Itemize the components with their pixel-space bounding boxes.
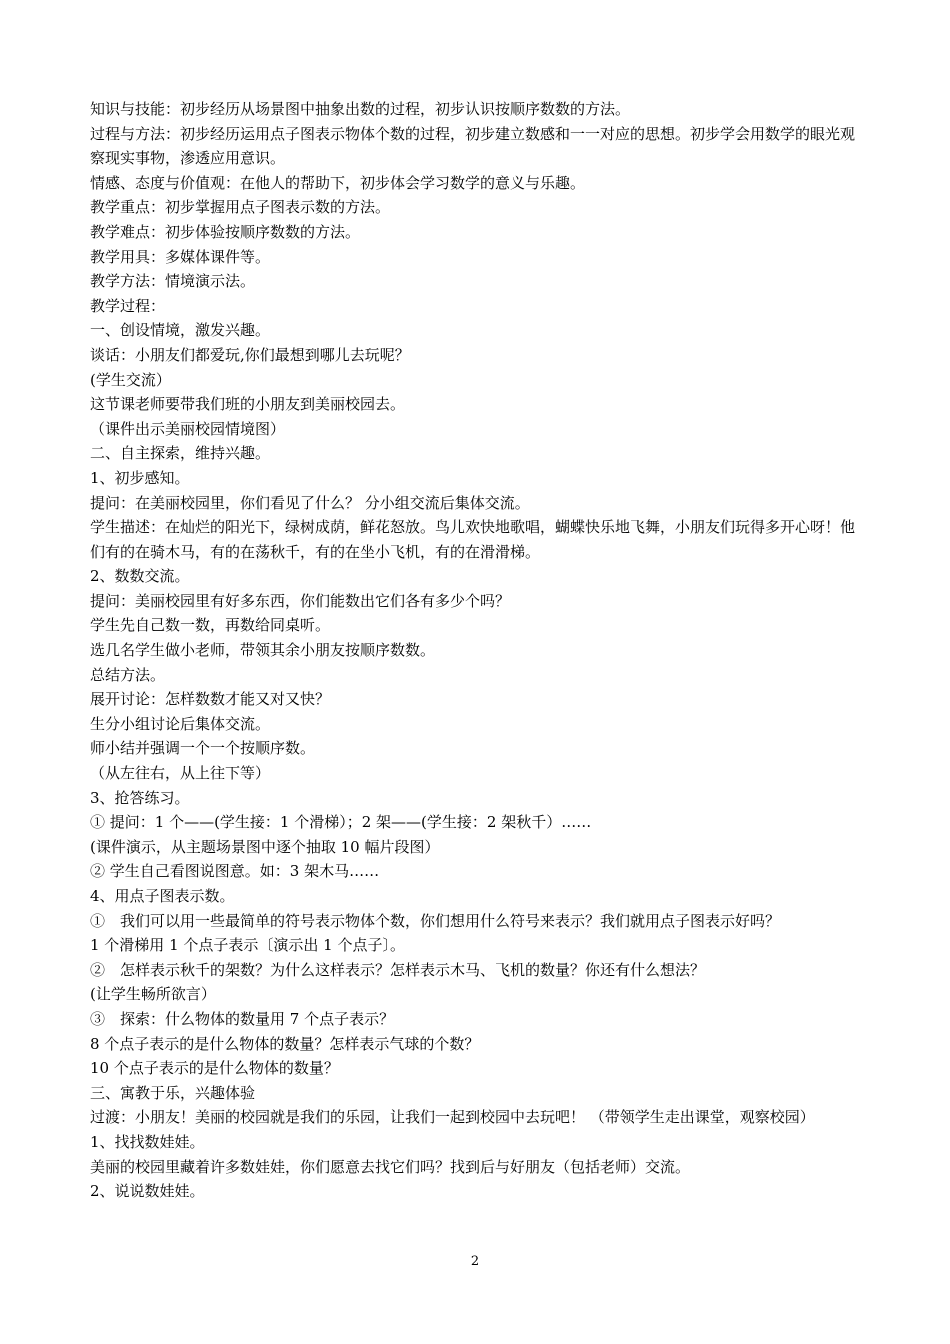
section-heading-2: 二、自主探索，维持兴趣。	[90, 444, 271, 463]
paragraph-one-slide: 1 个滑梯用 1 个点子表示〔演示出 1 个点子〕。	[90, 936, 405, 955]
section-heading-1: 一、创设情境，激发兴趣。	[90, 321, 271, 340]
paragraph-teaching-process: 教学过程：	[90, 296, 166, 315]
page-number: 2	[470, 1254, 480, 1269]
subheading-say-numbers: 2、说说数娃娃。	[90, 1182, 205, 1201]
subheading-find-numbers: 1、找找数娃娃。	[90, 1132, 205, 1151]
list-item-symbol: ① 我们可以用一些最简单的符号表示物体个数，你们想用什么符号来表示？我们就用点子图表示好吗？	[90, 911, 781, 930]
subheading-quick-answer: 3、抢答练习。	[90, 788, 190, 807]
paragraph-order-note: （从左往右，从上往下等）	[90, 764, 271, 783]
paragraph-emotion-attitude: 情感、态度与价值观：在他人的帮助下，初步体会学习数学的意义与乐趣。	[90, 173, 586, 192]
paragraph-transition: 过渡：小朋友！美丽的校园就是我们的乐园，让我们一起到校园中去玩吧！ （带领学生走出课堂，观察校园）	[90, 1108, 815, 1127]
paragraph-hidden-numbers: 美丽的校园里藏着许多数娃娃，你们愿意去找它们吗？找到后与好朋友（包括老师）交流。	[90, 1157, 691, 1176]
paragraph-teaching-focus: 教学重点：初步掌握用点子图表示数的方法。	[90, 198, 391, 217]
list-item-explore: ③ 探索：什么物体的数量用 7 个点子表示？	[90, 1009, 395, 1028]
paragraph-summary-method: 总结方法。	[90, 665, 166, 684]
paragraph-teaching-method: 教学方法：情境演示法。	[90, 272, 256, 291]
subheading-dot-diagram: 4、用点子图表示数。	[90, 887, 235, 905]
paragraph-student-description: 学生描述：在灿烂的阳光下，绿树成荫，鲜花怒放。鸟儿欢快地歌唱，蝴蝶快乐地飞舞，小朋友们玩得多开心呀！他们有的在骑木马，有的在荡秋千，有的在坐小飞机，有的在滑滑梯。	[90, 518, 856, 561]
paragraph-group-discussion: 生分小组讨论后集体交流。	[90, 714, 271, 733]
paragraph-ten-dots: 10 个点子表示的是什么物体的数量？	[90, 1059, 339, 1078]
subheading-counting-exchange: 2、数数交流。	[90, 567, 190, 586]
list-item-swing: ② 怎样表示秋千的架数？为什么这样表示？怎样表示木马、飞机的数量？你还有什么想法？	[90, 960, 706, 979]
paragraph-teaching-difficulty: 教学难点：初步体验按顺序数数的方法。	[90, 222, 361, 241]
paragraph-teacher-lead: 这节课老师要带我们班的小朋友到美丽校园去。	[90, 395, 406, 414]
paragraph-teaching-tools: 教学用具：多媒体课件等。	[90, 247, 271, 266]
paragraph-courseware-show: （课件出示美丽校园情境图）	[90, 419, 286, 438]
paragraph-teacher-summary: 师小结并强调一个一个按顺序数。	[90, 739, 316, 758]
list-item-picture-meaning: ② 学生自己看图说图意。如：3 架木马……	[90, 862, 380, 881]
paragraph-free-speech: (让学生畅所欲言）	[90, 985, 216, 1004]
section-heading-3: 三、寓教于乐，兴趣体验	[90, 1083, 256, 1102]
paragraph-eight-dots: 8 个点子表示的是什么物体的数量？怎样表示气球的个数？	[90, 1034, 480, 1053]
paragraph-talk: 谈话：小朋友们都爱玩,你们最想到哪儿去玩呢？	[90, 345, 410, 364]
paragraph-process-method: 过程与方法：初步经历运用点子图表示物体个数的过程，初步建立数感和一一对应的思想。初步学会用数学的眼光观察现实事物，渗透应用意识。	[90, 124, 856, 168]
document-body	[90, 97, 862, 1204]
subheading-initial-perception: 1、初步感知。	[90, 468, 190, 487]
paragraph-student-exchange: (学生交流）	[90, 370, 171, 389]
paragraph-question-see: 提问：在美丽校园里，你们看见了什么？ 分小组交流后集体交流。	[90, 493, 530, 512]
paragraph-count-self: 学生先自己数一数，再数给同桌听。	[90, 616, 331, 635]
paragraph-knowledge-skills: 知识与技能：初步经历从场景图中抽象出数的过程，初步认识按顺序数数的方法。	[90, 100, 631, 118]
paragraph-question-count: 提问：美丽校园里有好多东西，你们能数出它们各有多少个吗？	[90, 591, 511, 610]
list-item-question: ① 提问：1 个——(学生接：1 个滑梯）；2 架——(学生接：2 架秋千）……	[90, 813, 592, 832]
paragraph-discussion: 展开讨论：怎样数数才能又对又快？	[90, 690, 331, 709]
paragraph-small-teacher: 选几名学生做小老师，带领其余小朋友按顺序数数。	[90, 641, 436, 660]
paragraph-courseware-demo: (课件演示，从主题场景图中逐个抽取 10 幅片段图）	[90, 837, 440, 856]
